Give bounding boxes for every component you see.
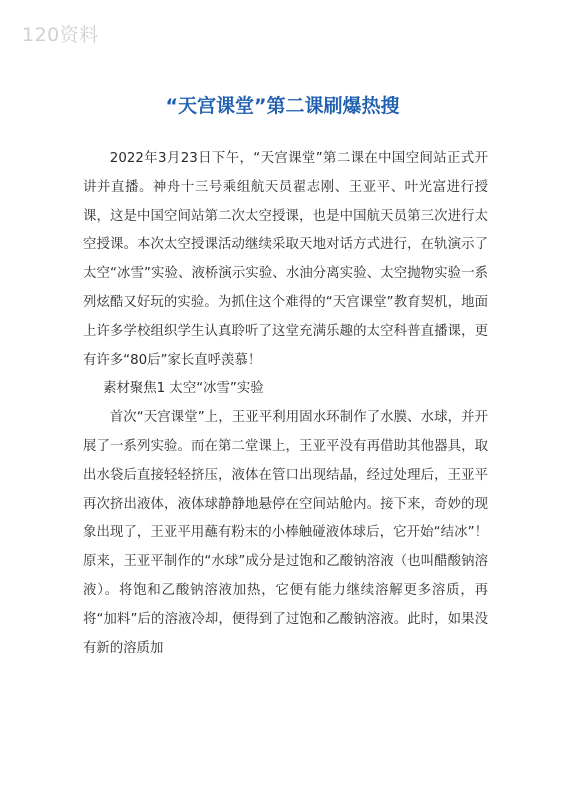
- section-subheading: 素材聚焦1 太空“冰雪”实验: [103, 381, 264, 397]
- paragraph-ice-experiment: 首次“天宫课堂”上，王亚平利用固水环制作了水膜、水球，并开展了一系列实验。而在第二堂课上，王亚平没有再借助其他器具，取出水袋后直接轻轻挤压，液体在管口出现结晶，经过处理后，王亚平再次挤出液体，液体球静静地悬停在空间站舱内。接下来，奇妙的现象出现了，王亚平用蘸有粉末的小棒触碰液体球后，它开始“结冰”！原来，王亚平制作的“水球”成分是过饱和乙酸钠溶液（也叫醋酸钠溶液）。将饱和乙酸钠溶液加热，它便有能力继续溶解更多溶质，再将“加料”后的溶液冷却，便得到了过饱和乙酸钠溶液。此时，如果没有新的溶质加: [83, 410, 488, 656]
- document-body: [83, 145, 488, 663]
- watermark: 120资料: [22, 24, 99, 46]
- paragraph-intro: 2022年3月23日下午，“天宫课堂”第二课在中国空间站正式开讲并直播。神舟十三号乘组航天员翟志刚、王亚平、叶光富进行授课，这是中国空间站第二次太空授课，也是中国航天员第三次进行太空授课。本次太空授课活动继续采取天地对话方式进行，在轨演示了太空“冰雪”实验、液桥演示实验、水油分离实验、太空抛物实验一系列炫酷又好玩的实验。为抓住这个难得的“天宫课堂”教育契机，地面上许多学校组织学生认真聆听了这堂充满乐趣的太空科普直播课，更有许多“80后”家长直呼羡慕！: [83, 151, 488, 368]
- document-title: “天宫课堂”第二课刷爆热搜: [165, 95, 400, 117]
